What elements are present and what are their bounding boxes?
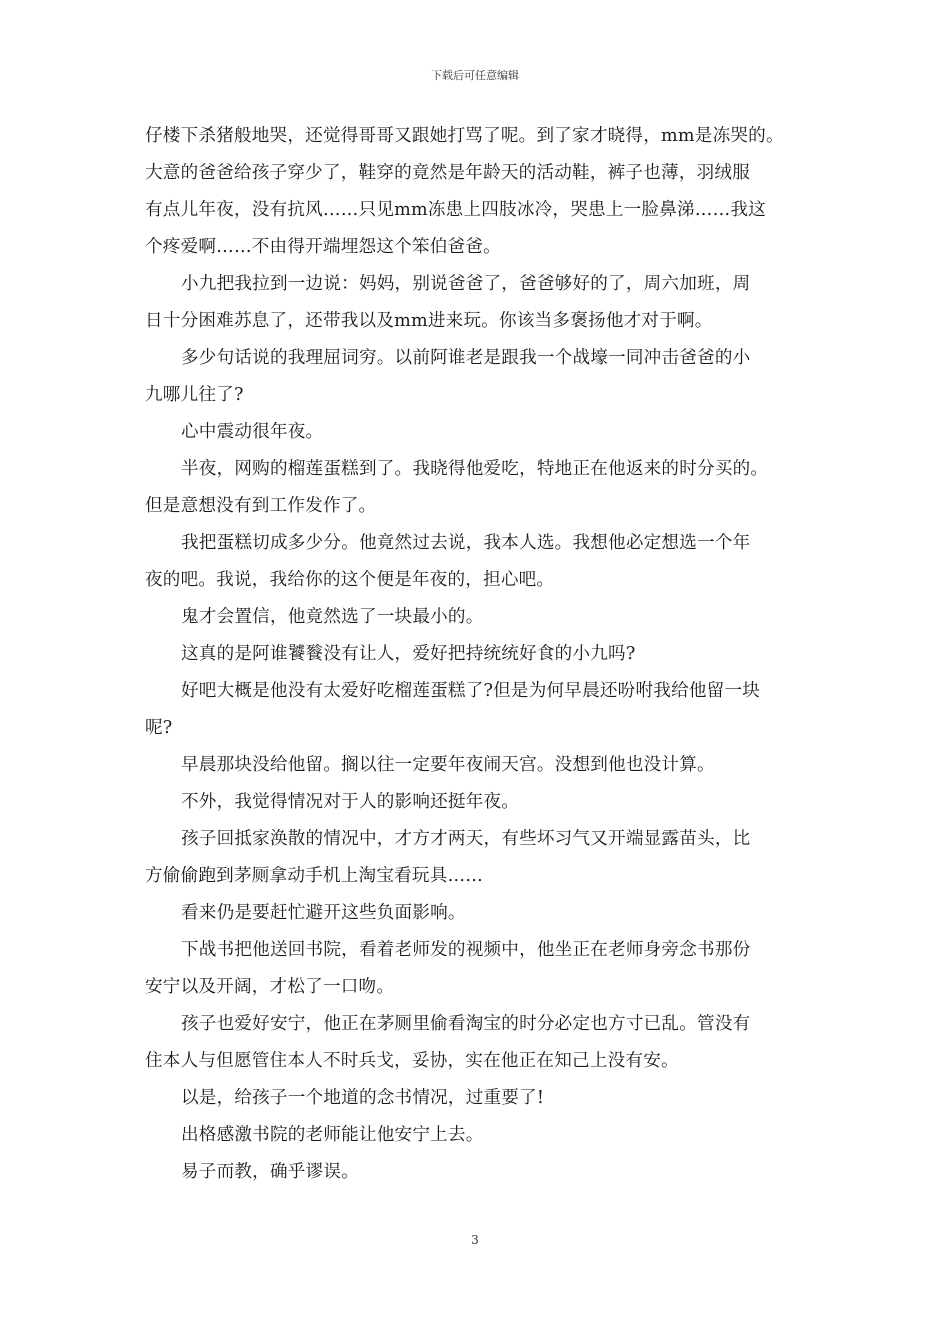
- paragraph-start: 孩子回抵家涣散的情况中，才方才两天，有些坏习气又开端显露苗头，比: [181, 829, 751, 849]
- paragraph-start: 孩子也爱好安宁，他正在茅厕里偷看淘宝的时分必定也方寸已乱。管没有: [181, 1014, 751, 1034]
- paragraph-start: 心中震动很年夜。: [181, 422, 324, 442]
- paragraph-start: 早晨那块没给他留。搁以往一定要年夜闹天宫。没想到他也没计算。: [181, 755, 715, 775]
- paragraph-start: 出格感激书院的老师能让他安宁上去。: [181, 1125, 484, 1145]
- paragraph-start: 半夜，网购的榴莲蛋糕到了。我晓得他爱吃，特地正在他返来的时分买的。: [181, 459, 769, 479]
- paragraph-start: 易子而教，确乎谬误。: [181, 1162, 359, 1182]
- paragraph-start: 多少句话说的我理屈词穷。以前阿谁老是跟我一个战壕一同冲击爸爸的小: [181, 348, 751, 368]
- paragraph-start: 小九把我拉到一边说：妈妈，别说爸爸了，爸爸够好的了，周六加班，周: [181, 274, 751, 294]
- text-line: 但是意想没有到工作发作了。: [145, 496, 377, 516]
- text-line: 方偷偷跑到茅厕拿动手机上淘宝看玩具……: [145, 866, 484, 886]
- paragraph-start: 不外，我觉得情况对于人的影响还挺年夜。: [181, 792, 520, 812]
- text-line: 呢?: [145, 718, 173, 738]
- text-line: 有点儿年夜，没有抗风……只见mm冻患上四肢冰冷，哭患上一脸鼻涕……我这: [145, 200, 766, 220]
- page-number: 3: [471, 1233, 479, 1247]
- text-line: 日十分困难苏息了，还带我以及mm进来玩。你该当多褒扬他才对于啊。: [145, 311, 713, 331]
- text-line: 大意的爸爸给孩子穿少了，鞋穿的竟然是年龄天的活动鞋，裤子也薄，羽绒服: [145, 163, 750, 183]
- paragraph-start: 这真的是阿谁饕餮没有让人，爱好把持统统好食的小九吗?: [181, 644, 636, 664]
- paragraph-start: 鬼才会置信，他竟然选了一块最小的。: [181, 607, 484, 627]
- text-line: 个疼爱啊……不由得开端埋怨这个笨伯爸爸。: [145, 237, 501, 257]
- paragraph-start: 以是，给孩子一个地道的念书情况，过重要了!: [181, 1088, 545, 1108]
- paragraph-start: 好吧大概是他没有太爱好吃榴莲蛋糕了?但是为何早晨还吩咐我给他留一块: [181, 681, 761, 701]
- document-body: [145, 118, 810, 1191]
- text-line: 住本人与但愿管住本人不时兵戈，妥协，实在他正在知己上没有安。: [145, 1051, 679, 1071]
- page-header: 下载后可任意编辑: [431, 69, 519, 82]
- text-line: 夜的吧。我说，我给你的这个便是年夜的，担心吧。: [145, 570, 555, 590]
- paragraph-start: 看来仍是要赶忙避开这些负面影响。: [181, 903, 466, 923]
- text-line: 安宁以及开阔，才松了一口吻。: [145, 977, 395, 997]
- paragraph-start: 下战书把他送回书院，看着老师发的视频中，他坐正在老师身旁念书那份: [181, 940, 751, 960]
- text-line: 九哪儿往了?: [145, 385, 244, 405]
- paragraph-start: 我把蛋糕切成多少分。他竟然过去说，我本人选。我想他必定想选一个年: [181, 533, 751, 553]
- text-line: 仔楼下杀猪般地哭，还觉得哥哥又跟她打骂了呢。到了家才晓得，mm是冻哭的。: [145, 126, 784, 146]
